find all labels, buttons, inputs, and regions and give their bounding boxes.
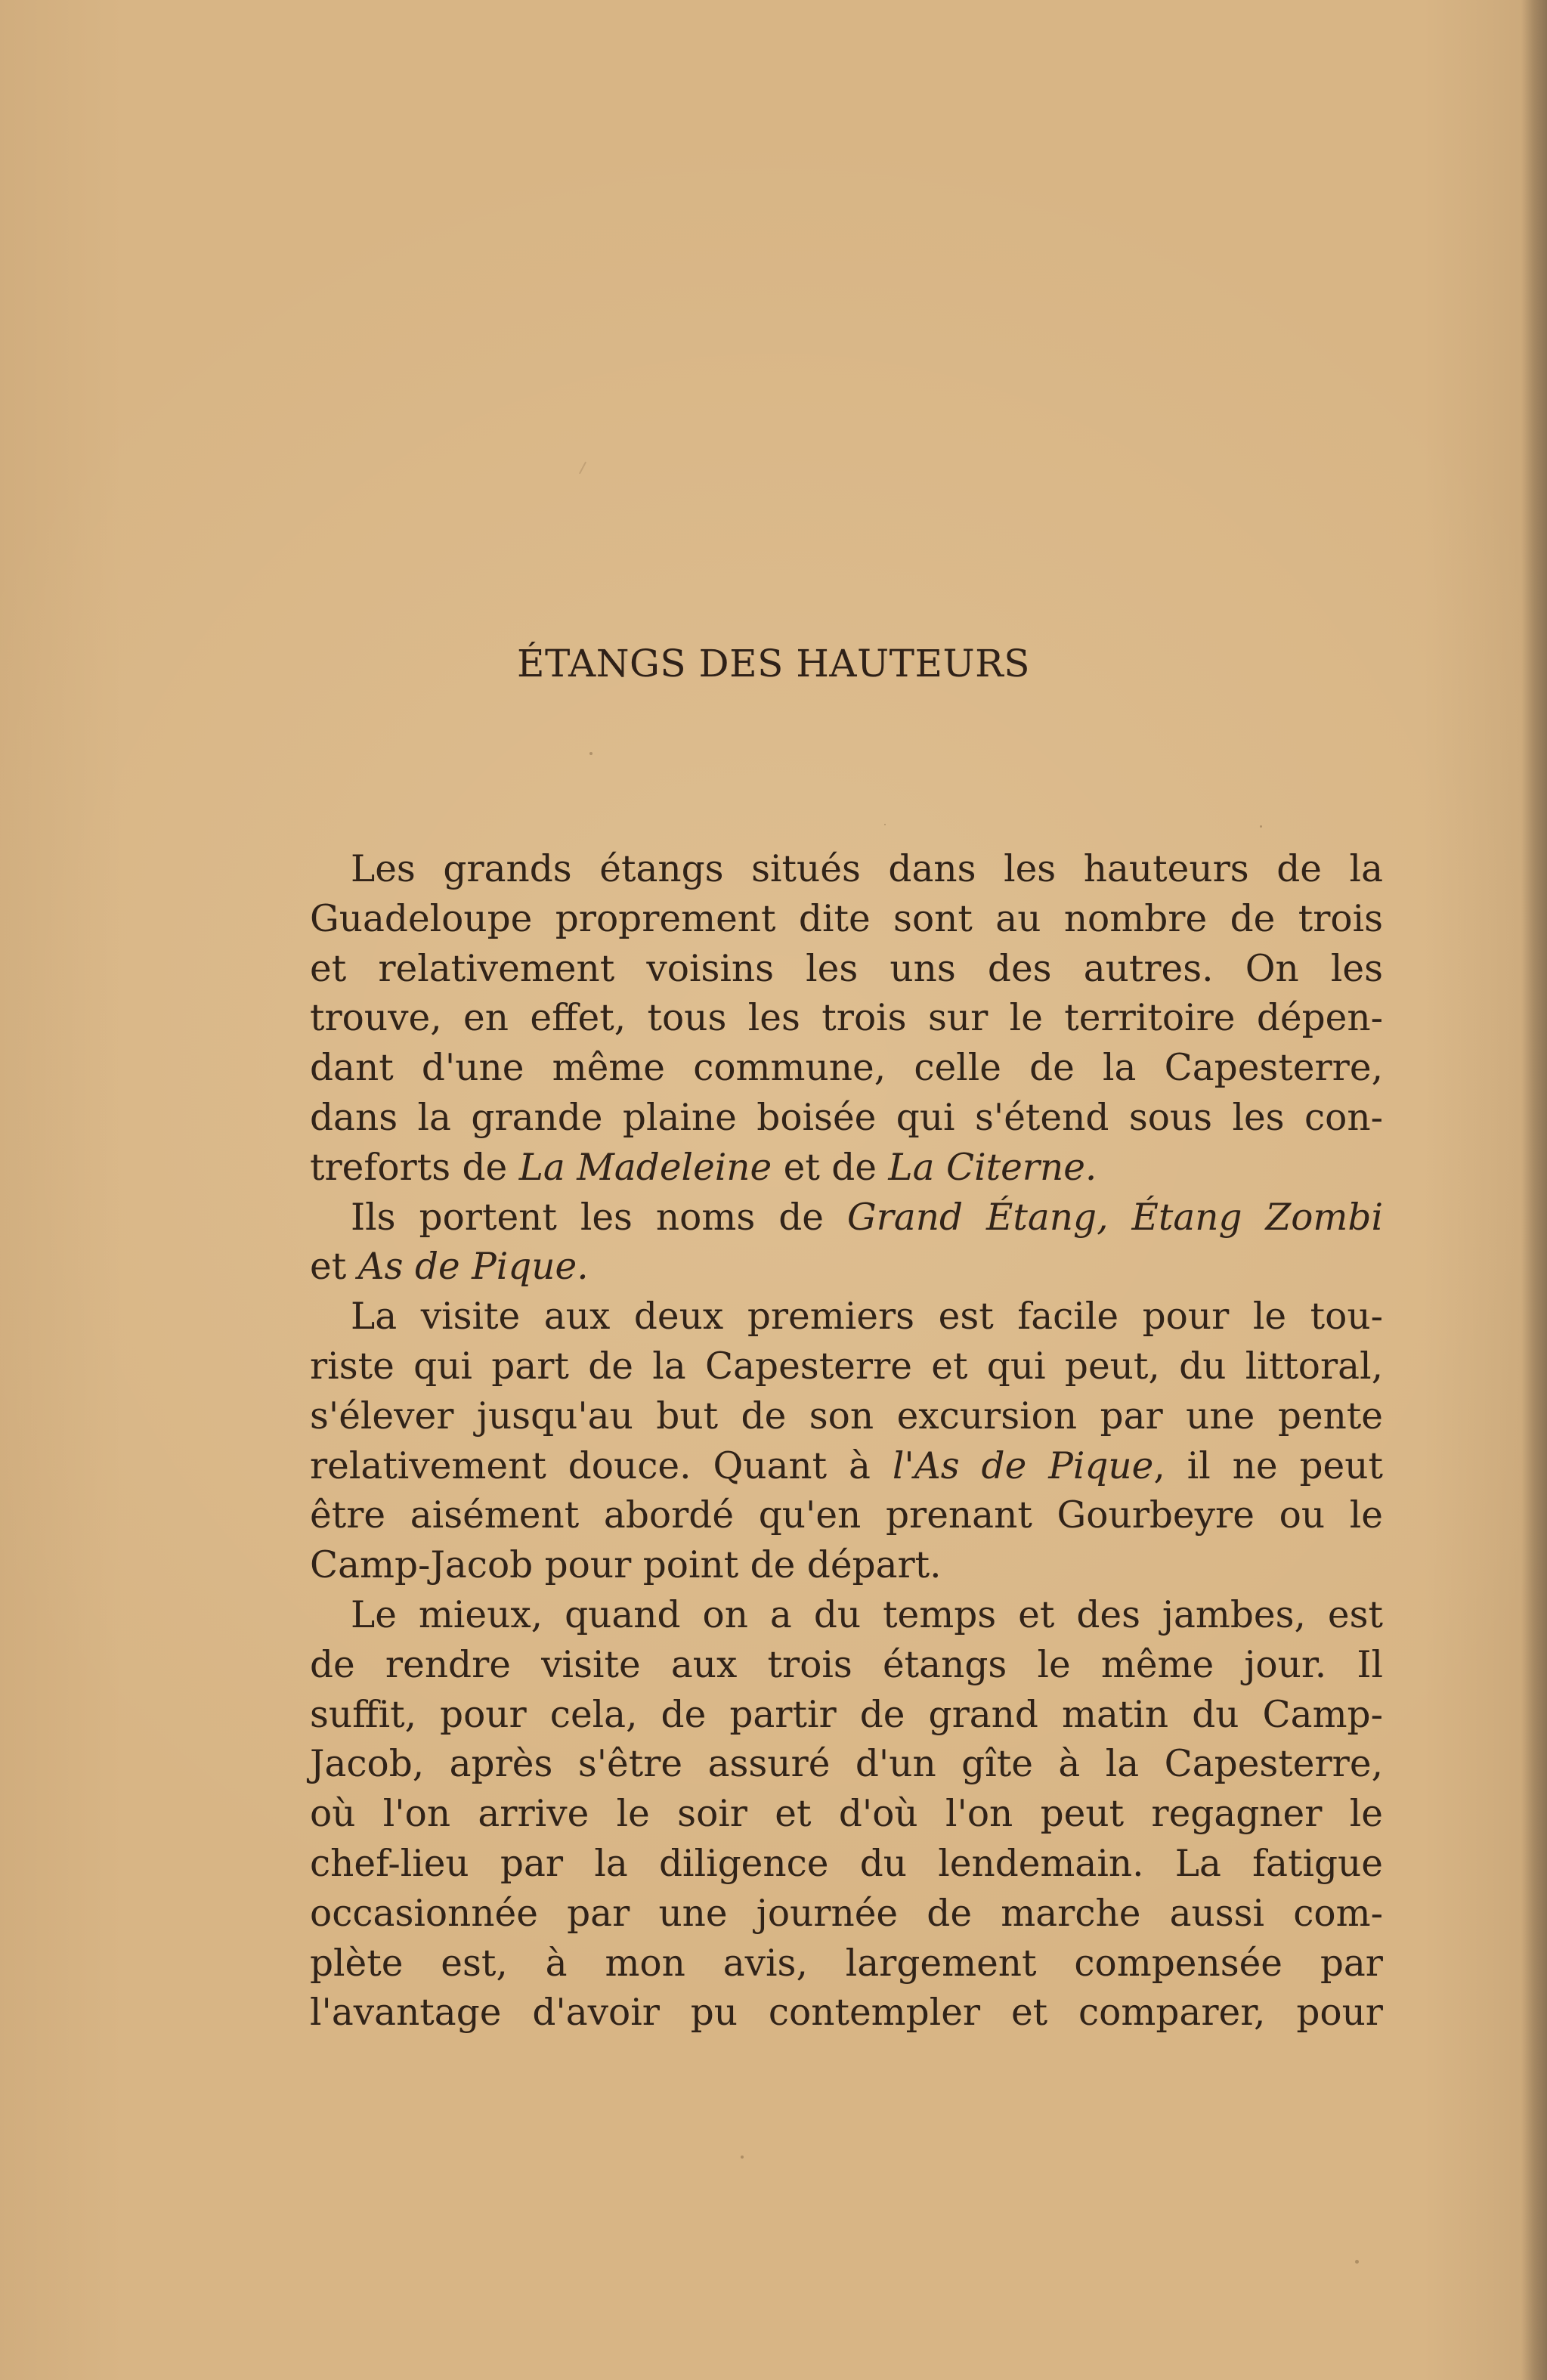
text-line: Jacob, après s'être assuré d'un gîte à la Capesterre, — [310, 1743, 1383, 1786]
text-line: et relativement voisins les uns des autres. On les — [310, 947, 1383, 990]
text-line: relativement douce. Quant à l'As de Pique, il ne peut — [310, 1444, 1383, 1487]
text-line: Camp-Jacob pour point de départ. — [310, 1544, 942, 1587]
text-line: occasionnée par une journée de marche aussi com- — [310, 1892, 1383, 1935]
place-name: l'As de Pique — [892, 1444, 1154, 1487]
paper-speck — [589, 752, 593, 755]
text-line: Guadeloupe proprement dite sont au nombre de trois — [310, 897, 1383, 940]
text-line: Ils portent les noms de Grand Étang, Étang Zombi — [351, 1196, 1383, 1239]
text-line: Les grands étangs situés dans les hauteurs de la — [351, 848, 1383, 890]
text-line: La visite aux deux premiers est facile pour le tou- — [351, 1295, 1383, 1339]
paper-speck — [1260, 825, 1262, 828]
place-name: La Citerne. — [888, 1146, 1097, 1189]
text-line: plète est, à mon avis, largement compensée par — [310, 1942, 1383, 1985]
text-line: l'avantage d'avoir pu contempler et comparer, pour — [310, 1992, 1383, 2035]
body-text — [310, 845, 1383, 2038]
text-line: Le mieux, quand on a du temps et des jambes, est — [351, 1593, 1383, 1636]
text-line: chef-lieu par la diligence du lendemain. La fatigue — [310, 1842, 1383, 1885]
text-line: et As de Pique. — [310, 1246, 589, 1289]
text-line: riste qui part de la Capesterre et qui peut, du littoral, — [310, 1345, 1383, 1388]
text-line: de rendre visite aux trois étangs le même jour. Il — [310, 1643, 1383, 1686]
text-line: treforts de La Madeleine et de La Citerne. — [310, 1146, 1097, 1189]
text-line: être aisément abordé qu'en prenant Gourbeyre ou le — [310, 1494, 1383, 1537]
page-edge-shadow — [1521, 0, 1547, 2380]
text-line: trouve, en effet, tous les trois sur le territoire dépen- — [310, 997, 1383, 1040]
chapter-title: ÉTANGS DES HAUTEURS — [516, 641, 1031, 686]
text-line: où l'on arrive le soir et d'où l'on peut regagner le — [310, 1793, 1383, 1836]
paper-speck — [741, 2156, 744, 2159]
place-names: Grand Étang, Étang Zombi — [846, 1196, 1383, 1239]
text-line: dant d'une même commune, celle de la Capesterre, — [310, 1047, 1383, 1090]
paper-mark — [579, 462, 586, 475]
place-name: As de Pique. — [357, 1246, 589, 1289]
place-name: La Madeleine — [518, 1146, 772, 1189]
paper-speck — [884, 824, 886, 825]
text-line: dans la grande plaine boisée qui s'étend sous les con- — [310, 1096, 1383, 1139]
text-line: s'élever jusqu'au but de son excursion par une pente — [310, 1394, 1383, 1438]
text-line: suffit, pour cela, de partir de grand matin du Camp- — [310, 1693, 1383, 1736]
paper-speck — [1355, 2260, 1359, 2264]
